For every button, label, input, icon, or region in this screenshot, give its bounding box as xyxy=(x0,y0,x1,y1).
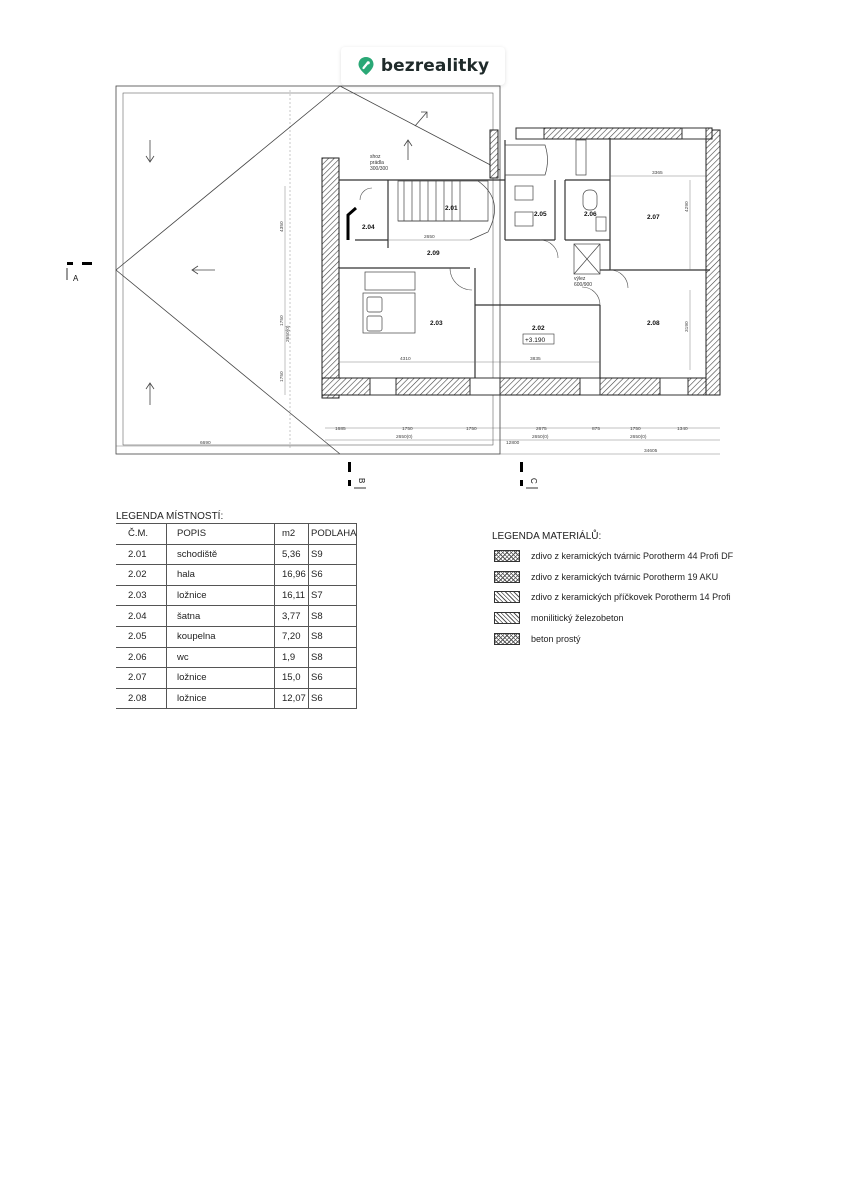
dim-34605: 34605 xyxy=(644,449,658,454)
chute-label-2: prádla xyxy=(370,160,384,166)
cell-floor: S6 xyxy=(309,565,357,586)
material-swatch xyxy=(494,571,520,583)
cell-floor: S8 xyxy=(309,647,357,668)
svg-text:B: B xyxy=(357,478,366,484)
room-label-2-03: 2.03 xyxy=(430,320,443,327)
cell-number: 2.07 xyxy=(116,668,167,689)
svg-text:C: C xyxy=(529,478,538,484)
roof-outline xyxy=(116,86,500,454)
dim-4310: 4310 xyxy=(400,357,411,362)
cell-floor: S6 xyxy=(309,688,357,709)
material-label: zdivo z keramických tvárnic Porotherm 19 AKU xyxy=(531,571,719,582)
material-item xyxy=(494,608,733,629)
room-label-2-05: 2.05 xyxy=(534,211,547,218)
dim-1750-c: 1750 xyxy=(630,427,641,432)
cell-description: ložnice xyxy=(167,688,275,709)
dim-875: 875 xyxy=(592,427,601,432)
dimension-lines xyxy=(116,176,720,454)
cell-description: ložnice xyxy=(167,668,275,689)
chute-label-1: shoz xyxy=(370,154,381,160)
materials-legend-title: LEGENDA MATERIÁLŮ: xyxy=(492,531,602,542)
cell-floor: S8 xyxy=(309,626,357,647)
col-header: POPIS xyxy=(167,524,275,545)
material-item xyxy=(494,587,733,608)
material-swatch xyxy=(494,633,520,645)
table-row xyxy=(116,688,357,709)
chute-label-3: 300/300 xyxy=(370,166,389,172)
material-label: monilitický železobeton xyxy=(531,613,624,624)
cell-floor: S9 xyxy=(309,544,357,565)
table-row xyxy=(116,647,357,668)
cell-description: wc xyxy=(167,647,275,668)
table-row xyxy=(116,606,357,627)
table-row xyxy=(116,565,357,586)
cell-description: ložnice xyxy=(167,585,275,606)
section-marker-b xyxy=(348,462,366,488)
cell-number: 2.08 xyxy=(116,688,167,709)
material-label: zdivo z keramických tvárnic Porotherm 44 Profi DF xyxy=(531,551,734,562)
dim-2675: 2675 xyxy=(536,427,547,432)
table-row xyxy=(116,585,357,606)
dim-1750-v: 1750 xyxy=(280,315,285,326)
rooms-legend-table xyxy=(116,523,357,709)
section-marker-c xyxy=(520,462,538,488)
dim-1750-v2: 1750 xyxy=(280,371,285,382)
rooms-legend-title: LEGENDA MÍSTNOSTÍ: xyxy=(116,511,224,522)
room-label-2-02: 2.02 xyxy=(532,325,545,332)
dim-3190-v: 3190 xyxy=(685,321,690,332)
material-label: beton prostý xyxy=(531,633,581,644)
wardrobe-rail xyxy=(348,208,356,240)
cell-description: koupelna xyxy=(167,626,275,647)
dim-4350-v: 4350 xyxy=(280,221,285,232)
floor-plan xyxy=(0,0,848,500)
cell-area: 3,77 xyxy=(275,606,309,627)
cell-description: schodiště xyxy=(167,544,275,565)
material-label: zdivo z keramických příčkovek Porotherm 14 Profi xyxy=(531,592,731,603)
room-label-2-08: 2.08 xyxy=(647,320,660,327)
bed xyxy=(363,272,415,333)
roof-slope-arrows xyxy=(146,112,427,405)
cell-area: 5,36 xyxy=(275,544,309,565)
cell-area: 7,20 xyxy=(275,626,309,647)
material-item xyxy=(494,628,733,649)
cell-area: 15,0 xyxy=(275,668,309,689)
dim-12800: 12800 xyxy=(506,441,520,446)
cell-number: 2.03 xyxy=(116,585,167,606)
dim-3365: 3365 xyxy=(652,171,663,176)
brand-name: bezrealitky xyxy=(380,56,490,76)
room-label-2-09: 2.09 xyxy=(427,250,440,257)
dim-1750-a: 1750 xyxy=(402,427,413,432)
exit-label-2: 600/900 xyxy=(574,282,593,288)
room-label-2-07: 2.07 xyxy=(647,214,660,221)
dim-3835: 3835 xyxy=(530,357,541,362)
material-swatch xyxy=(494,612,520,624)
dim-2650-a: 2650(0) xyxy=(396,435,413,440)
col-header: Č.M. xyxy=(116,524,167,545)
material-swatch xyxy=(494,591,520,603)
table-header-row xyxy=(116,524,357,545)
cell-area: 16,11 xyxy=(275,585,309,606)
dim-4290-v: 4290 xyxy=(685,201,690,212)
table-row xyxy=(116,626,357,647)
cell-number: 2.04 xyxy=(116,606,167,627)
cell-area: 16,96 xyxy=(275,565,309,586)
room-label-2-06: 2.06 xyxy=(584,211,597,218)
level-mark: +3.190 xyxy=(525,337,546,344)
cell-area: 12,07 xyxy=(275,688,309,709)
dim-1685: 1685 xyxy=(335,427,346,432)
dim-2650-b: 2650(0) xyxy=(532,435,549,440)
table-row xyxy=(116,544,357,565)
dim-1340: 1340 xyxy=(677,427,688,432)
dim-2650-c: 2650(0) xyxy=(630,435,647,440)
cell-area: 1,9 xyxy=(275,647,309,668)
dim-2650: 2650 xyxy=(424,235,435,240)
cell-number: 2.01 xyxy=(116,544,167,565)
dim-6690: 6690 xyxy=(200,441,211,446)
windows xyxy=(370,128,706,395)
material-item xyxy=(494,567,733,588)
table-row xyxy=(116,668,357,689)
cell-floor: S6 xyxy=(309,668,357,689)
dim-2650-v: 2650(0) xyxy=(286,325,291,342)
col-header: m2 xyxy=(275,524,309,545)
cell-description: hala xyxy=(167,565,275,586)
cell-number: 2.06 xyxy=(116,647,167,668)
materials-legend-list xyxy=(494,546,733,649)
cell-number: 2.05 xyxy=(116,626,167,647)
dim-1750-b: 1750 xyxy=(466,427,477,432)
col-header: PODLAHA xyxy=(309,524,357,545)
material-item xyxy=(494,546,733,567)
exit-label-1: výlez xyxy=(574,276,586,282)
material-swatch xyxy=(494,550,520,562)
room-label-2-01: 2.01 xyxy=(445,205,458,212)
section-marker-a xyxy=(67,262,92,283)
cell-floor: S7 xyxy=(309,585,357,606)
cell-description: šatna xyxy=(167,606,275,627)
cell-floor: S8 xyxy=(309,606,357,627)
room-label-2-04: 2.04 xyxy=(362,224,375,231)
svg-text:A: A xyxy=(73,274,79,283)
cell-number: 2.02 xyxy=(116,565,167,586)
